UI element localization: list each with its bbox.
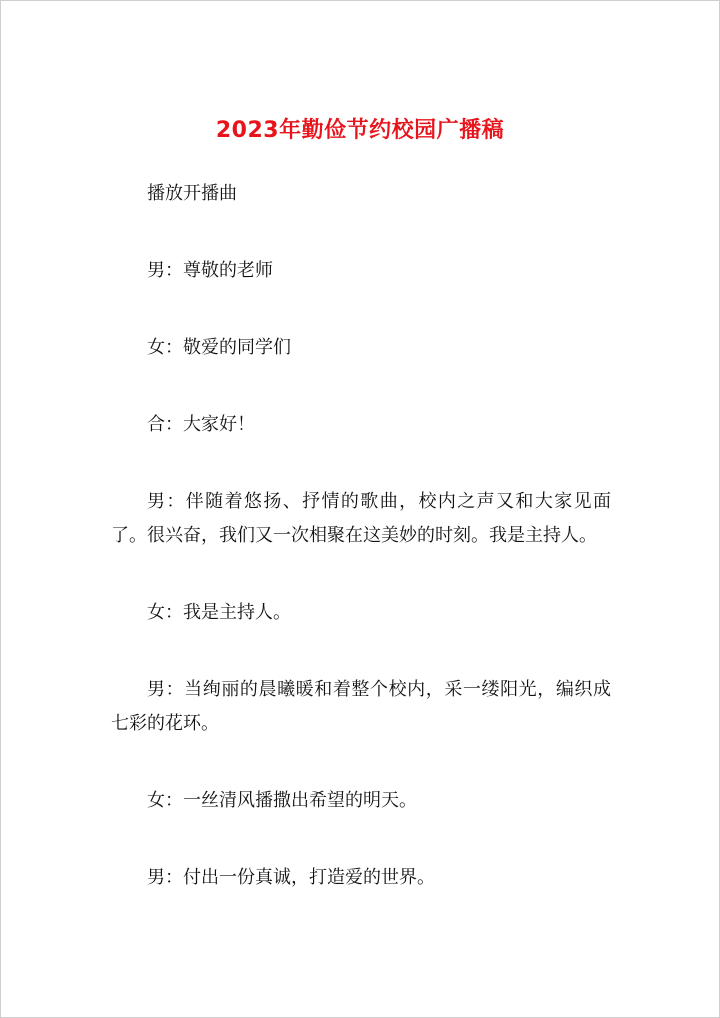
paragraph-female-intro: 女：我是主持人。 [147, 602, 291, 623]
paragraph-male-sincerity: 男：付出一份真诚，打造爱的世界。 [147, 867, 435, 888]
paragraph-opening-music: 播放开播曲 [147, 183, 237, 204]
paragraph-male-sunlight: 男：当绚丽的晨曦暖和着整个校内，采一缕阳光，编织成七彩的花环。 [111, 679, 611, 734]
paragraph-together-hello: 合：大家好！ [147, 414, 255, 435]
document-title: 2023年勤俭节约校园广播稿 [215, 118, 505, 143]
paragraph-male-intro: 男：伴随着悠扬、抒情的歌曲，校内之声又和大家见面了。很兴奋，我们又一次相聚在这美妙的时刻。我是主持人。 [111, 491, 611, 546]
document-body [111, 177, 611, 938]
paragraph-female-greeting: 女：敬爱的同学们 [147, 337, 291, 358]
paragraph-female-breeze: 女：一丝清风播撒出希望的明天。 [147, 790, 417, 811]
paragraph-male-greeting: 男：尊敬的老师 [147, 260, 273, 281]
